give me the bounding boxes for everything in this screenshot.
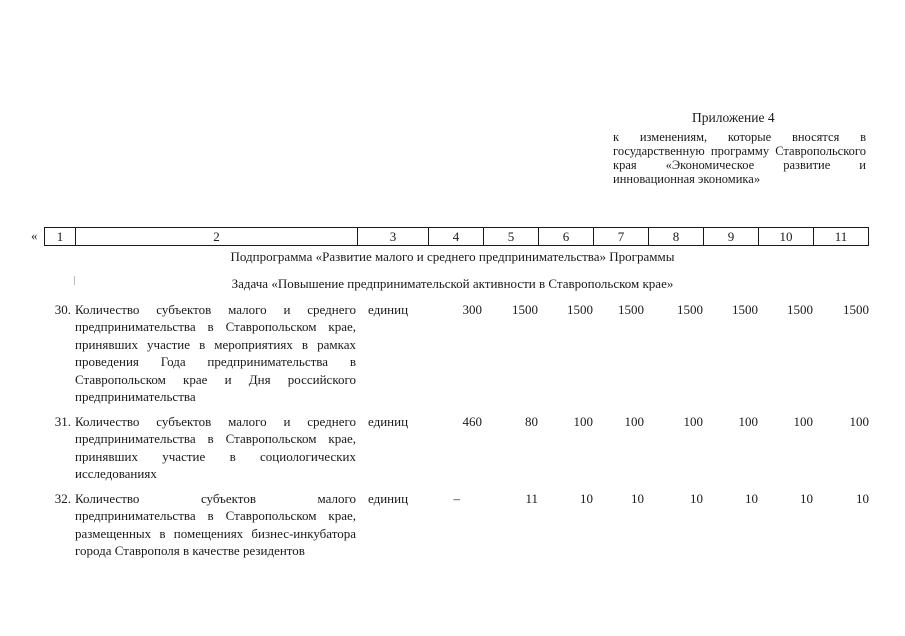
row-value: 10 (856, 491, 869, 506)
column-number-cell: 10 (759, 228, 814, 246)
column-number-cell: 3 (358, 228, 429, 246)
row-number: 30. (54, 302, 71, 317)
row-value: 80 (525, 414, 538, 429)
row-unit: единиц (368, 414, 409, 429)
column-number-cell: 9 (704, 228, 759, 246)
column-number-cell: 2 (76, 228, 358, 246)
column-number-cell: 8 (649, 228, 704, 246)
row-unit: единиц (368, 302, 409, 317)
appendix-title: Приложение 4 (692, 110, 775, 125)
appendix-text: к изменениям, которые вносятся в государственную программу Ставропольского края «Экономическое развитие и инновационная экономика» (613, 130, 866, 186)
column-number-cell: 5 (484, 228, 539, 246)
row-value: 10 (745, 491, 758, 506)
column-number-cell: 1 (45, 228, 76, 246)
row-value: 10 (800, 491, 813, 506)
row-value: 100 (624, 414, 644, 429)
column-number-header (44, 227, 869, 246)
subprogram-title: Подпрограмма «Развитие малого и среднего предпринимательства» Программы (230, 249, 675, 264)
row-value: 100 (683, 414, 703, 429)
row-value: 1500 (843, 302, 869, 317)
row-value: 10 (580, 491, 593, 506)
row-value: 1500 (787, 302, 813, 317)
row-value: 460 (462, 414, 482, 429)
row-value: 10 (631, 491, 644, 506)
row-value: 1500 (567, 302, 593, 317)
task-title: Задача «Повышение предпринимательской активности в Ставропольском крае» (231, 276, 674, 291)
row-unit: единиц (368, 491, 409, 506)
row-value: 100 (849, 414, 869, 429)
row-value: 100 (573, 414, 593, 429)
row-indicator-name: Количество субъектов малого и среднего предпринимательства в Ставропольском крае, принявших участие в мероприятиях в рамках проведения Года предпринимательства в Ставропольском крае и Дня российского предпринимательства (75, 302, 356, 405)
column-number-cell: 11 (814, 228, 869, 246)
opening-quote: « (31, 228, 38, 243)
row-value: 10 (690, 491, 703, 506)
row-value: 1500 (732, 302, 758, 317)
row-indicator-name: Количество субъектов малого и среднего предпринимательства в Ставропольском крае, принявших участие в социологических исследованиях (75, 414, 356, 482)
row-value: 11 (525, 491, 538, 506)
row-value: 1500 (512, 302, 538, 317)
column-number-cell: 6 (539, 228, 594, 246)
row-indicator-name: Количество субъектов малого предпринимательства в Ставропольском крае, размещенных в помещениях бизнес-инкубатора города Ставрополя в качестве резидентов (75, 491, 356, 559)
row-value: 1500 (618, 302, 644, 317)
row-value: 100 (793, 414, 813, 429)
row-number: 31. (54, 414, 71, 429)
column-number-cell: 4 (429, 228, 484, 246)
row-number: 32. (54, 491, 71, 506)
column-number-cell: 7 (594, 228, 649, 246)
row-value: – (453, 491, 460, 506)
row-value: 100 (738, 414, 758, 429)
row-value: 1500 (677, 302, 703, 317)
row-value: 300 (462, 302, 482, 317)
